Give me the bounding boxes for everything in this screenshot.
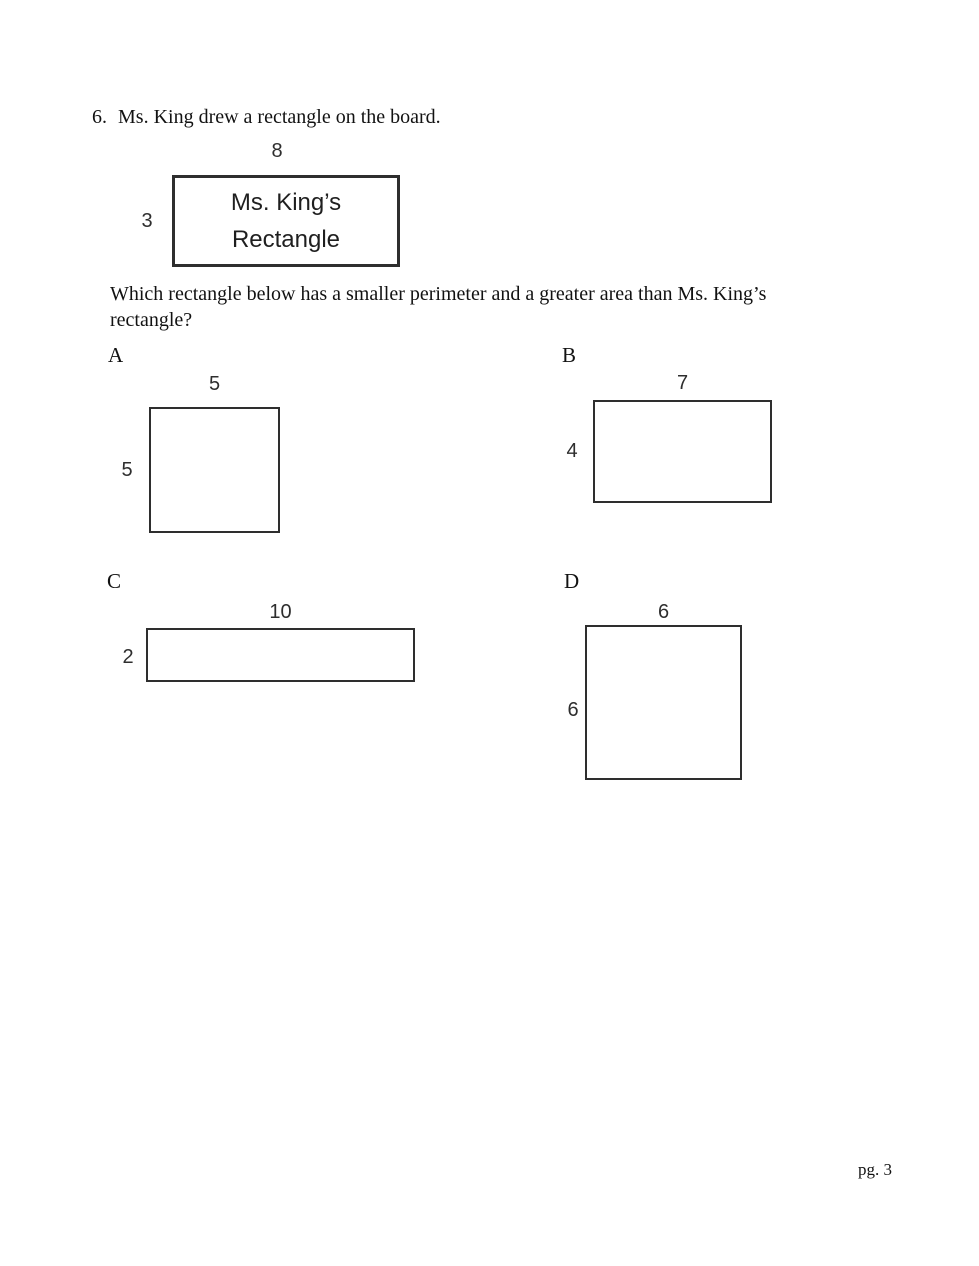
option-b-height-label: 4 (566, 440, 578, 462)
option-a-width-label: 5 (208, 373, 221, 395)
option-d-height-label: 6 (567, 699, 579, 721)
option-a-height-label: 5 (121, 459, 133, 481)
kings-rectangle-width-label: 8 (271, 140, 283, 162)
option-b-rectangle (593, 400, 772, 503)
option-d-width-label: 6 (657, 601, 670, 623)
option-c-letter: C (107, 569, 122, 593)
kings-rectangle-height-label: 3 (141, 210, 153, 232)
option-c-rectangle (146, 628, 415, 682)
question-text-line2: rectangle? (110, 309, 193, 331)
question-text-line1: Which rectangle below has a smaller perimeter and a greater area than Ms. King’s (110, 283, 767, 305)
question-line (92, 106, 441, 129)
kings-rectangle-title-line1: Ms. King’s (230, 189, 342, 216)
option-d-letter: D (564, 569, 580, 593)
page-number: pg. 3 (858, 1160, 892, 1179)
kings-rectangle-title-line2: Rectangle (231, 226, 341, 253)
option-b-width-label: 7 (676, 372, 689, 394)
option-c-height-label: 2 (122, 646, 134, 668)
option-a-letter: A (108, 343, 124, 367)
question-number: 6. (92, 106, 107, 128)
option-c-width-label: 10 (269, 601, 292, 623)
option-a-rectangle (149, 407, 280, 533)
option-b-letter: B (562, 343, 577, 367)
kings-rectangle (172, 175, 400, 267)
question-intro: Ms. King drew a rectangle on the board. (118, 106, 441, 128)
option-d-rectangle (585, 625, 742, 780)
